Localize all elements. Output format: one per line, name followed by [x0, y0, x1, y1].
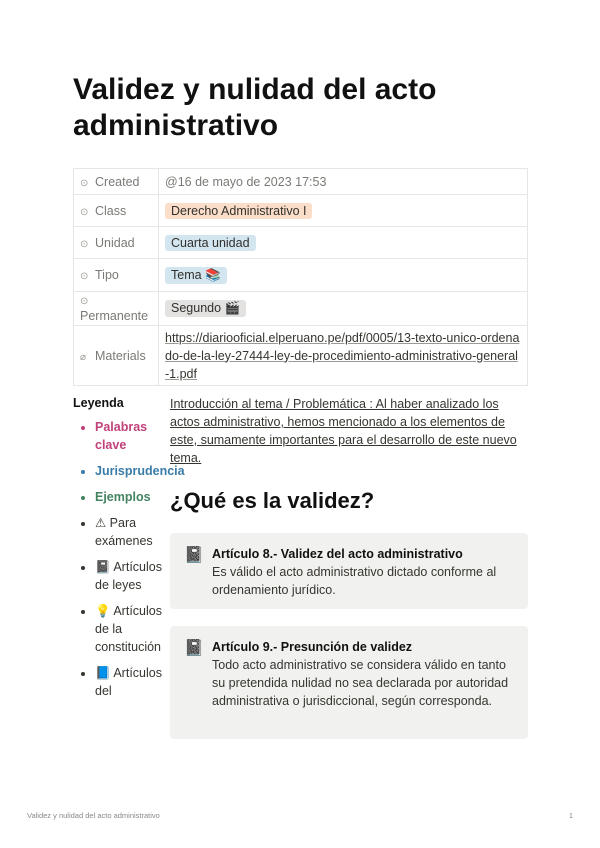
legend-item-articulos-leyes: • 📓 Artículos de leyes [95, 558, 169, 594]
property-key: Created [95, 174, 140, 189]
legend-item-articulos-del: • 📘 Artículos del [95, 664, 169, 700]
permanente-tag[interactable]: Segundo 🎬 [165, 300, 246, 317]
properties-table [73, 168, 528, 386]
select-icon: ⊙ [80, 295, 89, 307]
clock-icon: ⊙ [80, 177, 89, 189]
callout-body: Todo acto administrativo se considera válido en tanto su pretendida nulidad no sea declarada por autoridad administrativa o jurisdiccional, según corresponda. [212, 658, 509, 708]
property-row-unidad [74, 227, 528, 259]
callout-articulo-9 [170, 626, 528, 739]
property-row-tipo [74, 259, 528, 292]
property-row-created [74, 169, 528, 195]
page-number: 1 [568, 811, 573, 820]
legend-item-ejemplos: • Ejemplos [95, 488, 169, 506]
property-key: Permanente [80, 308, 149, 323]
property-key: Tipo [95, 268, 119, 282]
property-key: Unidad [95, 235, 135, 250]
property-value-created: @16 de mayo de 2023 17:53 [165, 174, 327, 189]
legend-item-examenes: • ⚠ Para exámenes [95, 514, 169, 550]
legend-item-jurisprudencia: • Jurisprudencia [95, 462, 169, 480]
legend-item-articulos-constitucion: • 💡 Artículos de la constitución [95, 602, 169, 656]
select-icon: ⊙ [80, 238, 89, 250]
notebook-icon: 📓 [184, 640, 204, 657]
callout-body: Es válido el acto administrativo dictado conforme al ordenamiento jurídico. [212, 565, 497, 597]
intro-paragraph: Introducción al tema / Problemática : Al haber analizado los actos administrativo, hemos mencionado a los elementos de este, sumamente importantes para el desarrollo de este nuevo tema. [170, 397, 517, 465]
select-icon: ⊙ [80, 271, 89, 282]
select-icon: ⊙ [80, 206, 89, 218]
property-row-materials [74, 326, 528, 386]
callout-title: Artículo 8.- Validez del acto administrativo [212, 547, 463, 561]
page-title: Validez y nulidad del acto administrativo [73, 73, 437, 142]
tipo-tag[interactable]: Tema 📚 [165, 267, 227, 284]
paperclip-icon: ⌀ [80, 351, 87, 363]
property-row-class [74, 195, 528, 227]
property-key: Class [95, 203, 127, 218]
unidad-tag[interactable]: Cuarta unidad [165, 235, 256, 251]
property-key: Materials [95, 348, 146, 363]
legend-title: Leyenda [73, 396, 124, 410]
materials-link[interactable]: https://diariooficial.elperuano.pe/pdf/0005/13-texto-unico-ordenado-de-la-ley-27444-ley-de-procedimiento-administrativo-general-1.pdf [165, 330, 520, 381]
legend-item-palabras-clave: • Palabras clave [95, 418, 169, 454]
callout-title: Artículo 9.- Presunción de validez [212, 640, 413, 654]
property-row-permanente [74, 292, 528, 326]
notebook-icon: 📓 [184, 547, 204, 564]
callout-articulo-8 [170, 533, 528, 609]
footer-title: Validez y nulidad del acto administrativo [27, 811, 160, 820]
legend [73, 396, 185, 708]
section-heading: ¿Qué es la validez? [170, 488, 375, 513]
legend-list [73, 418, 185, 700]
class-tag[interactable]: Derecho Administrativo I [165, 203, 312, 219]
